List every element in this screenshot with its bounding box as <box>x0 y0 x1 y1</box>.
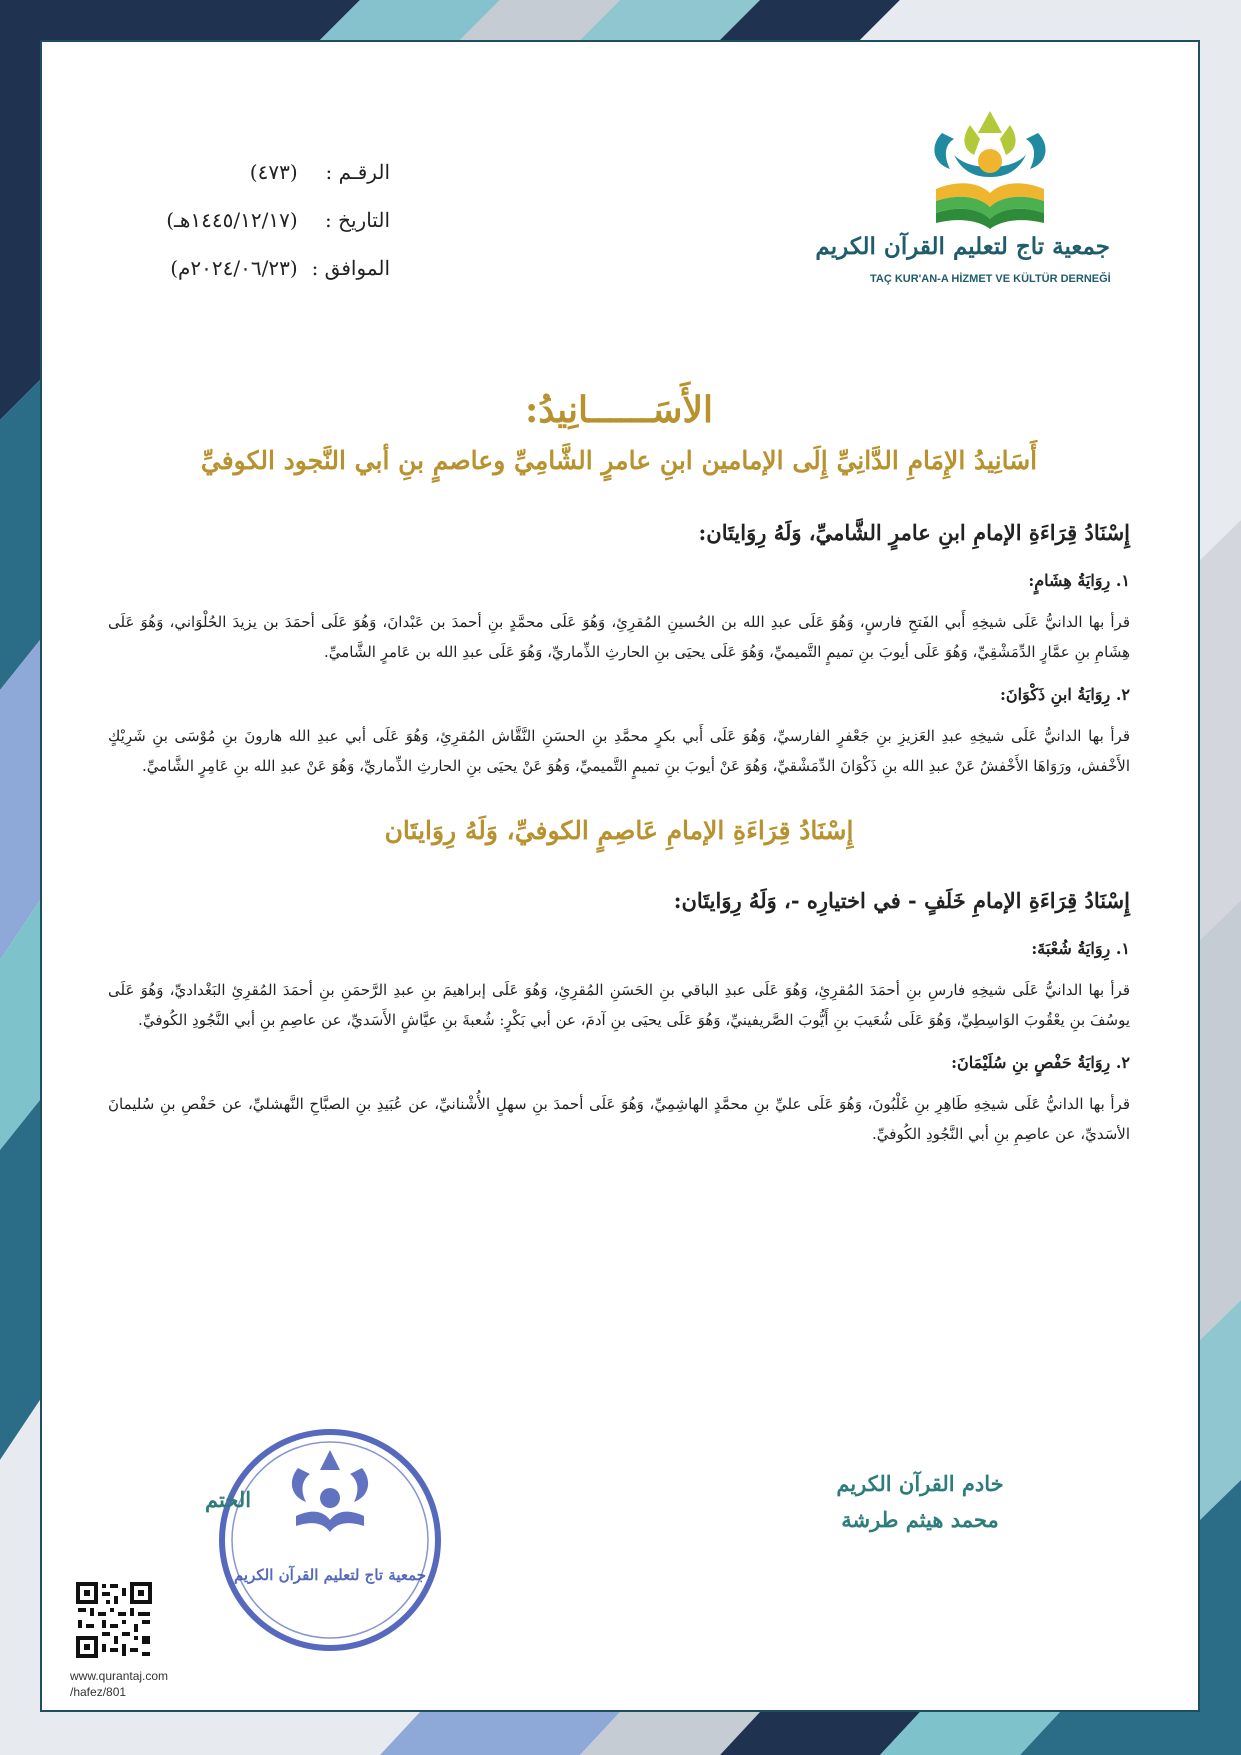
section-heading-khalaf: إِسْنَادُ قِرَاءَةِ الإمامِ خَلَفٍ - في اختيارِه -، وَلَهُ رِوَايتَان: <box>673 888 1130 913</box>
signer-name: محمد هيثم طرشة <box>841 1507 999 1532</box>
website-url[interactable]: www.qurantaj.com <box>70 1669 169 1683</box>
number-label: الرقـم : <box>325 160 390 184</box>
number-value: (٤٧٣) <box>249 160 298 184</box>
riwaya-text-hafs: قرأ بها الدانيُّ عَلَى شيخِهِ طَاهِرِ بنِ غَلْبُونَ، وَهُوَ عَلَى عليِّ بنِ محمَّدٍ الهاشِمِيِّ، وَهُوَ عَلَى أحمدَ بنِ سهلٍ الأُشْنانيِّ، عن عُبَيدِ بنِ الصبَّاحِ النَّهشليِّ، عن حَفْصِ بنِ سُليمانَ الأسَديِّ، عن عاصِمِ بنِ أبي النَّجُودِ الكُوفيِّ. <box>108 1095 1130 1143</box>
page-title: الأَسَــــــانِيدُ: <box>524 389 713 431</box>
stamp-label: الختم <box>205 1487 252 1512</box>
qr-code-icon <box>74 1580 154 1660</box>
riwaya-heading-ibn-dhakwan: ٢. رِوَايَةُ ابنِ ذَكْوَانَ: <box>1000 685 1130 704</box>
date-label: التاريخ : <box>324 208 390 232</box>
riwaya-text-ibn-dhakwan: قرأ بها الدانيُّ عَلَى شيخِهِ عبدِ العَزيزِ بنِ جَعْفرٍ الفارسيِّ، وَهُوَ عَلَى أَبي بكرٍ محمَّدِ بنِ الحسَنِ النَّقَّاش المُقرِئِ، وَهُوَ عَلَى أبي عبدِ الله هارونَ بنِ مُوْسَى بنِ شَرِيْكٍ الأَخْفش، ورَوَاهَا الأَخْفشُ عَنْ عبدِ الله بنِ ذَكْوَانَ الدِّمَشْقيِّ، وَهُوَ عَنْ أيوبَ بنِ تميمٍ التَّميميِّ، وَهُوَ عَنْ يحيَى بنِ الحارثِ الذِّماريِّ، وَهُوَ عَنْ عبدِ الله بنِ عَامِرٍ الشَّاميِّ. <box>108 727 1130 775</box>
signer-title: خادم القرآن الكريم <box>836 1471 1004 1496</box>
association-logo <box>815 105 1111 305</box>
greg-label: الموافق : <box>311 256 390 280</box>
stamp-text: جمعية تاج لتعليم القرآن الكريم <box>233 1566 427 1584</box>
riwaya-heading-hafs: ٢. رِوَايَةُ حَفْصٍ بنِ سُلَيْمَانَ: <box>951 1053 1130 1072</box>
section-heading-asim: إِسْنَادُ قِرَاءَةِ الإمامِ عَاصِمٍ الكوفيِّ، وَلَهُ رِوَايتَان <box>384 816 854 845</box>
logo-turkish-name: TAÇ KUR'AN-A HİZMET VE KÜLTÜR DERNEĞİ <box>870 273 1111 285</box>
meta-hijri-date <box>140 196 390 244</box>
lotus-book-icon <box>870 105 1110 235</box>
document-meta <box>140 148 390 292</box>
riwaya-text-shuba: قرأ بها الدانيُّ عَلَى شيخِهِ فارسِ بنِ أحمَدَ المُقرِئِ، وَهُوَ عَلَى عبدِ الباقي بنِ الحَسَنِ المُقرِئِ، وَهُوَ عَلَى إبراهيمَ بنِ عبدِ الرَّحمَنِ بنِ أحمَدَ المُقرِئِ البَغْداديِّ، وَهُوَ عَلَى يوسُفَ بنِ يعْقُوبَ الوَاسِطِيِّ، وَهُوَ عَلَى شُعَيبَ بنِ أَيُّوبَ الصَّريفينيِّ، وَهُوَ عَلَى يحيَى بنِ آدمَ، عن أبي بَكْرٍ: شُعبةَ بنِ عيَّاشٍ الأَسَديِّ، عن عاصِمِ بنِ أبي النَّجُودِ الكُوفيِّ. <box>108 981 1130 1029</box>
meta-number <box>140 148 390 196</box>
document-path: /hafez/801 <box>70 1685 127 1699</box>
meta-gregorian-date <box>140 244 390 292</box>
page-subtitle: أَسَانِيدُ الإِمَامِ الدَّانِيِّ إِلَى الإمامين ابنِ عامرٍ الشَّامِيِّ وعاصمٍ بنِ أبي النَّجود الكوفيِّ <box>200 446 1038 475</box>
logo-arabic-name: جمعية تاج لتعليم القرآن الكريم <box>815 233 1110 260</box>
riwaya-heading-hisham: ١. رِوَايَةُ هِشَامٍ: <box>1028 571 1130 590</box>
footer-links <box>70 1668 168 1700</box>
riwaya-heading-shuba: ١. رِوَايَةُ شُعْبَةَ: <box>1031 939 1130 958</box>
riwaya-text-hisham: قرأ بها الدانيُّ عَلَى شيخِهِ أَبي الفَتحِ فارسٍ، وَهُوَ عَلَى عبدِ الله بن الحُسينِ المُقرِئِ، وَهُوَ عَلَى محمَّدٍ بنِ أحمدَ بن عَبْدانَ، وَهُوَ عَلَى أحمَدَ بن يزيدَ الحُلْوَاني، وَهُوَ عَلَى هِشَامِ بنِ عمَّارٍ الدِّمَشْقِيِّ، وَهُوَ عَلَى أيوبَ بنِ تميمٍ التَّميميِّ، وَهُوَ عَلَى يحيَى بنِ الحارثِ الذِّماريِّ، وَهُوَ عَلَى عبدِ الله بن عَامرٍ الشَّاميِّ. <box>108 613 1130 661</box>
section-heading-ibn-amir: إِسْنَادُ قِرَاءَةِ الإمامِ ابنِ عامرٍ الشَّاميِّ، وَلَهُ رِوَايتَان: <box>698 520 1130 545</box>
document-body <box>108 385 1130 1149</box>
date-value: (١٤٤٥/١٢/١٧هـ) <box>166 208 298 232</box>
association-stamp <box>210 1420 450 1660</box>
signer-block <box>780 1466 1060 1538</box>
greg-value: (٢٠٢٤/٠٦/٢٣م) <box>170 256 298 280</box>
